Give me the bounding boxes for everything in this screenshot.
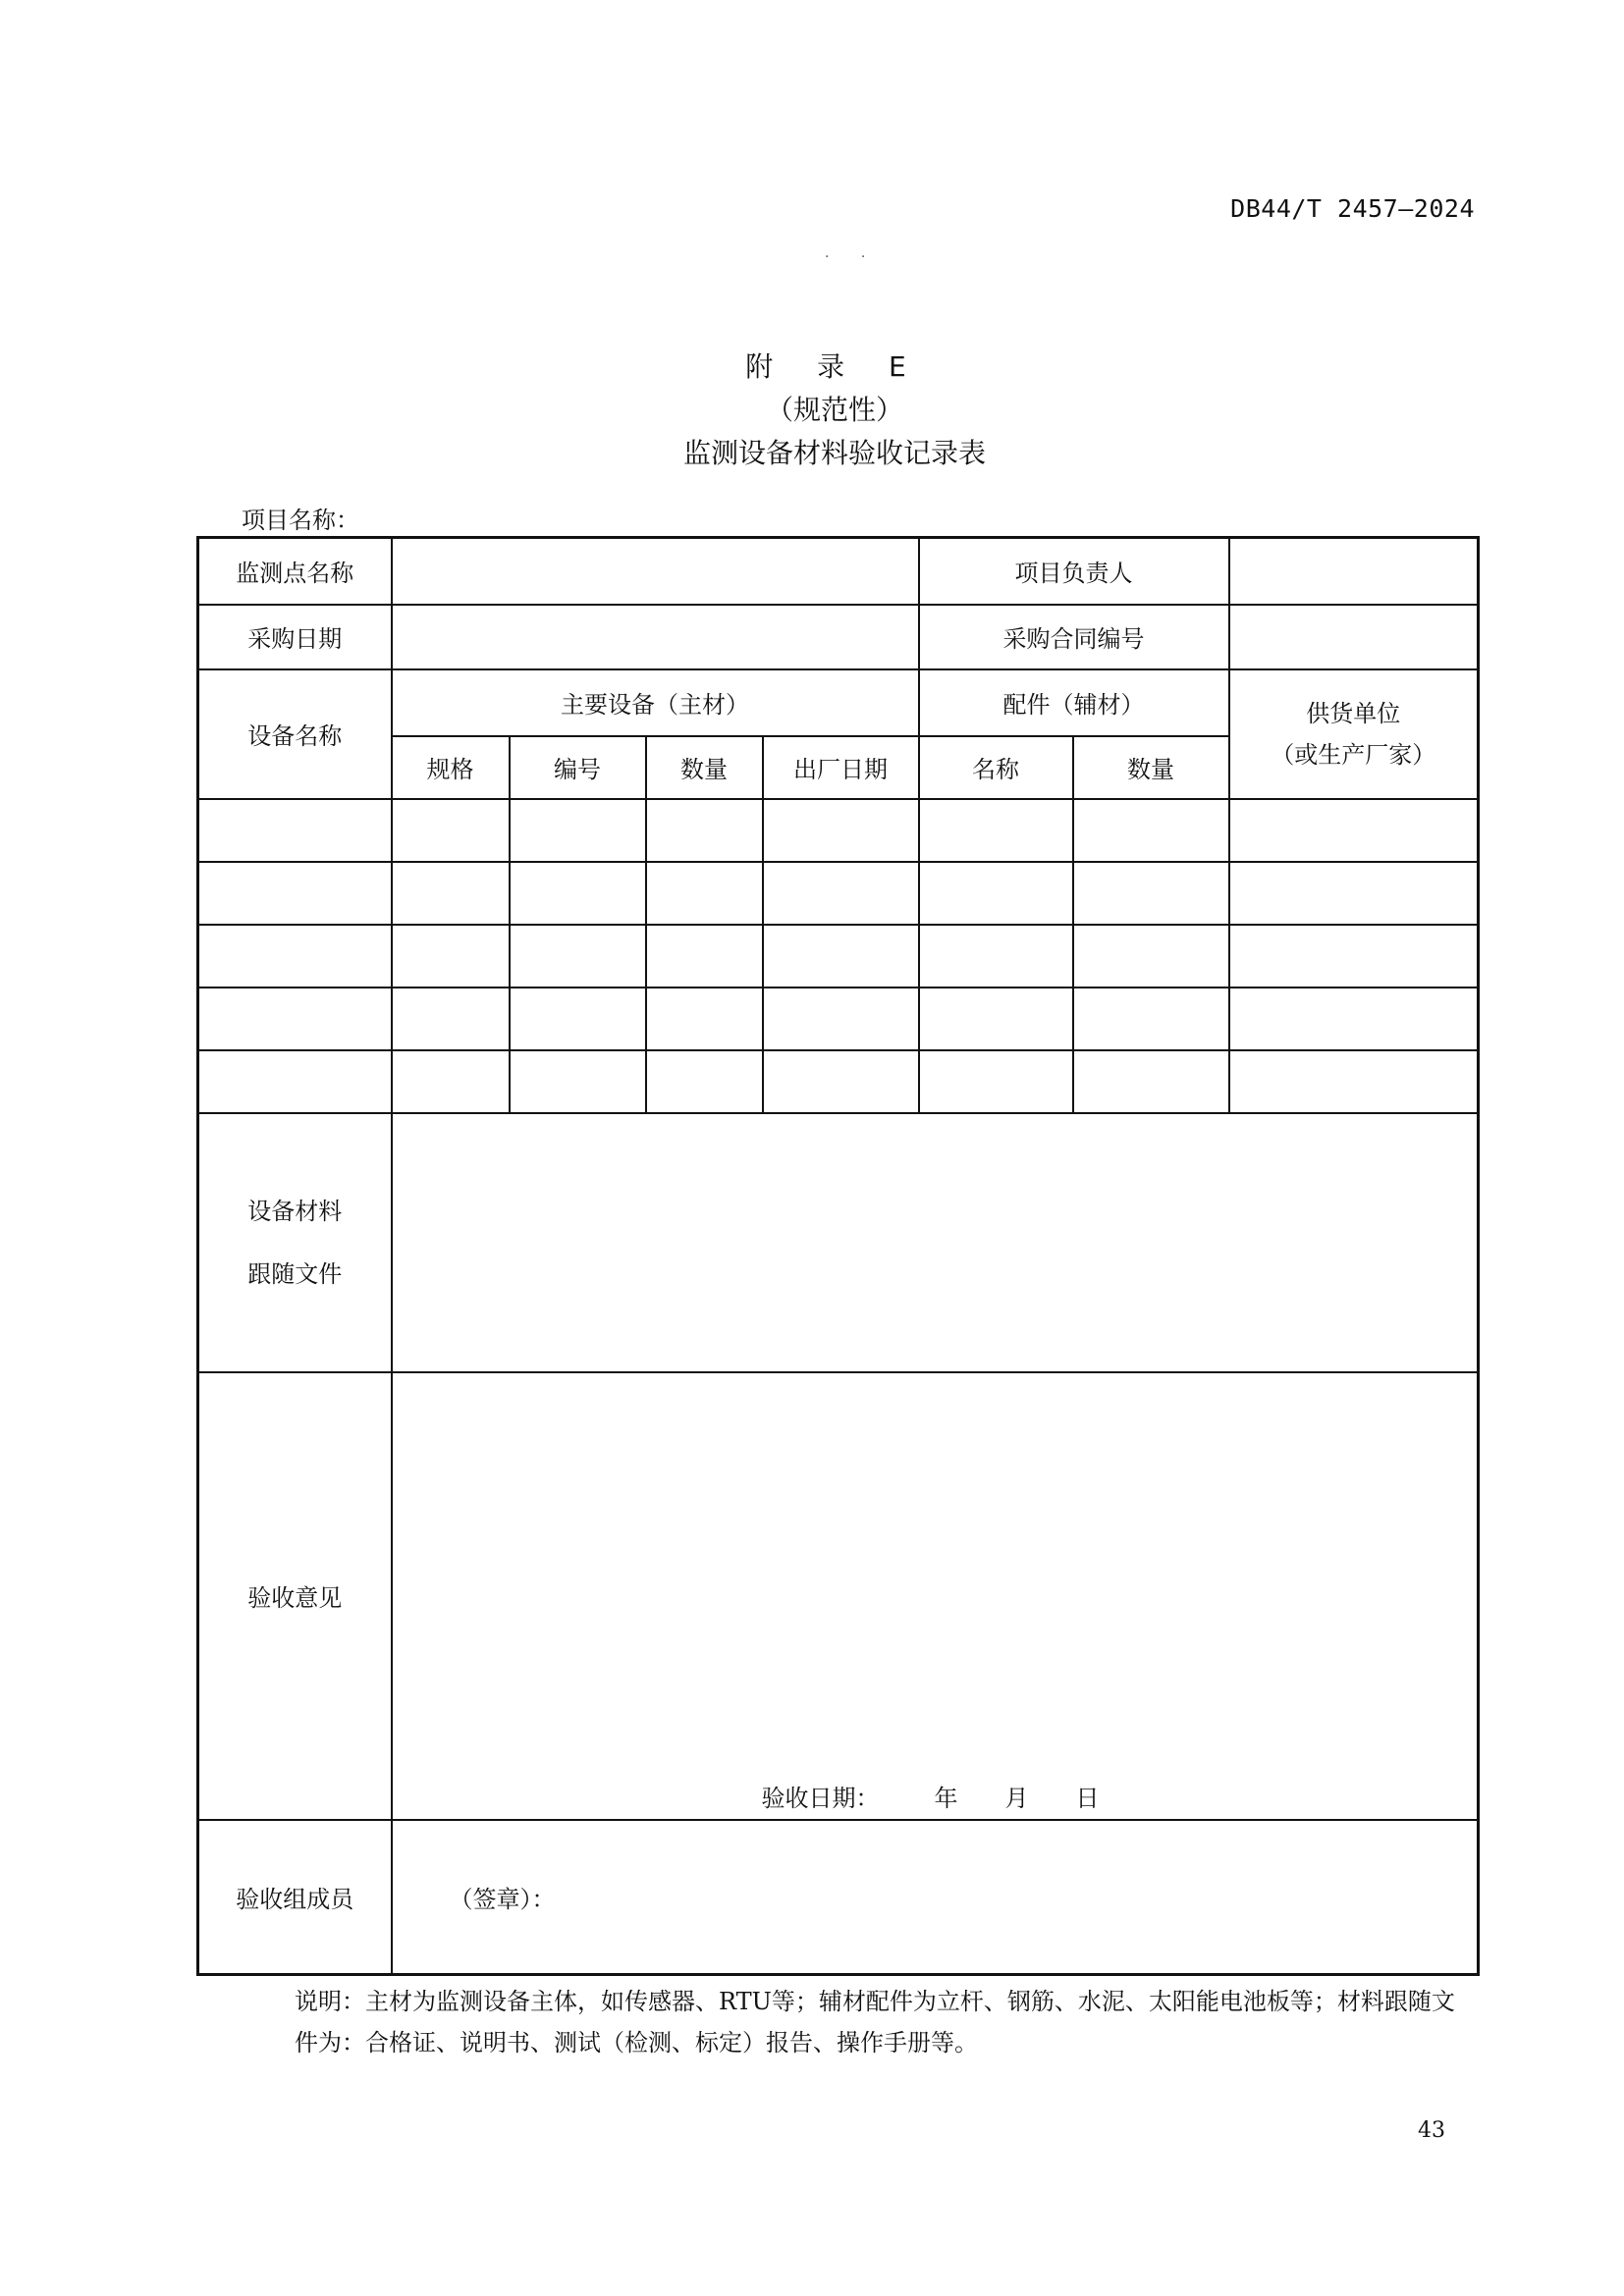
accompanying-docs-label bbox=[198, 1113, 392, 1372]
table-cell[interactable] bbox=[1073, 799, 1229, 862]
acceptance-opinion-label: 验收意见 bbox=[198, 1372, 392, 1820]
signature-field[interactable] bbox=[392, 1820, 1479, 1975]
supplier-label-line1: 供货单位 bbox=[1306, 699, 1401, 727]
appendix-normative: （规范性） bbox=[765, 394, 903, 426]
table-cell[interactable] bbox=[919, 1050, 1073, 1113]
accompanying-docs-label-line1: 设备材料 bbox=[247, 1197, 343, 1225]
table-note bbox=[295, 1981, 1483, 2063]
page-title: 监测设备材料验收记录表 bbox=[682, 437, 986, 469]
table-row bbox=[198, 669, 1479, 736]
standard-code: DB44/T 2457—2024 bbox=[1230, 194, 1475, 223]
acceptance-date-label: 验收日期： bbox=[761, 1784, 880, 1812]
acceptance-date bbox=[762, 1779, 1100, 1813]
monitor-point-value[interactable] bbox=[392, 538, 919, 605]
table-cell[interactable] bbox=[392, 988, 510, 1050]
table-cell[interactable] bbox=[1073, 925, 1229, 988]
table-cell[interactable] bbox=[1073, 1050, 1229, 1113]
table-cell[interactable] bbox=[763, 988, 919, 1050]
table-cell[interactable] bbox=[1229, 925, 1479, 988]
table-cell[interactable] bbox=[510, 1050, 646, 1113]
table-cell[interactable] bbox=[510, 799, 646, 862]
column-header-factory-date: 出厂日期 bbox=[763, 736, 919, 799]
acceptance-date-month: 月 bbox=[1004, 1784, 1029, 1812]
monitor-point-label: 监测点名称 bbox=[198, 538, 392, 605]
project-name-label: 项目名称： bbox=[242, 507, 359, 534]
page-number: 43 bbox=[1418, 2118, 1445, 2143]
table-row bbox=[198, 925, 1479, 988]
signature-label: （签章）： bbox=[449, 1885, 556, 1913]
table-cell[interactable] bbox=[919, 988, 1073, 1050]
table-cell[interactable] bbox=[198, 925, 392, 988]
column-header-accessory-name: 名称 bbox=[919, 736, 1073, 799]
table-cell[interactable] bbox=[646, 925, 763, 988]
table-row bbox=[198, 988, 1479, 1050]
acceptance-opinion-value[interactable] bbox=[392, 1372, 1479, 1820]
column-header-quantity: 数量 bbox=[646, 736, 763, 799]
table-cell[interactable] bbox=[392, 925, 510, 988]
purchase-date-value[interactable] bbox=[392, 605, 919, 669]
table-cell[interactable] bbox=[646, 862, 763, 925]
acceptance-members-label: 验收组成员 bbox=[198, 1820, 392, 1975]
purchase-date-label: 采购日期 bbox=[198, 605, 392, 669]
accessories-label: 配件（辅材） bbox=[919, 669, 1229, 736]
supplier-label bbox=[1229, 669, 1479, 799]
accompanying-docs-value[interactable] bbox=[392, 1113, 1479, 1372]
contract-no-value[interactable] bbox=[1229, 605, 1479, 669]
table-cell[interactable] bbox=[510, 988, 646, 1050]
supplier-label-line2: （或生产厂家） bbox=[1271, 740, 1436, 769]
table-cell[interactable] bbox=[198, 988, 392, 1050]
table-note-line2: 件为：合格证、说明书、测试（检测、标定）报告、操作手册等。 bbox=[295, 2029, 978, 2056]
acceptance-record-table bbox=[196, 536, 1480, 1976]
table-cell[interactable] bbox=[1229, 862, 1479, 925]
contract-no-label: 采购合同编号 bbox=[919, 605, 1229, 669]
column-header-accessory-quantity: 数量 bbox=[1073, 736, 1229, 799]
acceptance-date-day: 日 bbox=[1075, 1784, 1100, 1812]
table-note-line1: 说明：主材为监测设备主体，如传感器、RTU等；辅材配件为立杆、钢筋、水泥、太阳能电池板等；材料跟随文 bbox=[295, 1988, 1455, 2015]
table-row bbox=[198, 605, 1479, 669]
table-row bbox=[198, 1372, 1479, 1820]
table-cell[interactable] bbox=[510, 862, 646, 925]
table-cell[interactable] bbox=[198, 799, 392, 862]
project-leader-label: 项目负责人 bbox=[919, 538, 1229, 605]
table-cell[interactable] bbox=[198, 1050, 392, 1113]
equipment-name-label: 设备名称 bbox=[198, 669, 392, 799]
table-cell[interactable] bbox=[919, 925, 1073, 988]
table-cell[interactable] bbox=[763, 925, 919, 988]
table-row bbox=[198, 1113, 1479, 1372]
table-cell[interactable] bbox=[1073, 988, 1229, 1050]
column-header-serial: 编号 bbox=[510, 736, 646, 799]
table-cell[interactable] bbox=[1073, 862, 1229, 925]
table-cell[interactable] bbox=[392, 1050, 510, 1113]
table-cell[interactable] bbox=[510, 925, 646, 988]
table-row bbox=[198, 538, 1479, 605]
table-cell[interactable] bbox=[646, 1050, 763, 1113]
table-cell[interactable] bbox=[919, 862, 1073, 925]
table-cell[interactable] bbox=[392, 862, 510, 925]
table-cell[interactable] bbox=[763, 862, 919, 925]
decorative-marks: · · bbox=[825, 249, 880, 265]
table-cell[interactable] bbox=[646, 988, 763, 1050]
table-cell[interactable] bbox=[198, 862, 392, 925]
table-cell[interactable] bbox=[646, 799, 763, 862]
project-leader-value[interactable] bbox=[1229, 538, 1479, 605]
table-row bbox=[198, 799, 1479, 862]
table-cell[interactable] bbox=[919, 799, 1073, 862]
table-cell[interactable] bbox=[763, 1050, 919, 1113]
table-cell[interactable] bbox=[392, 799, 510, 862]
accompanying-docs-label-line2: 跟随文件 bbox=[247, 1259, 343, 1288]
acceptance-date-year: 年 bbox=[934, 1784, 958, 1812]
table-cell[interactable] bbox=[1229, 1050, 1479, 1113]
column-header-spec: 规格 bbox=[392, 736, 510, 799]
table-cell[interactable] bbox=[763, 799, 919, 862]
table-row bbox=[198, 862, 1479, 925]
table-cell[interactable] bbox=[1229, 988, 1479, 1050]
table-row bbox=[198, 1050, 1479, 1113]
table-cell[interactable] bbox=[1229, 799, 1479, 862]
appendix-heading: 附 录 E bbox=[745, 350, 924, 383]
table-row bbox=[198, 1820, 1479, 1975]
main-equipment-label: 主要设备（主材） bbox=[392, 669, 919, 736]
